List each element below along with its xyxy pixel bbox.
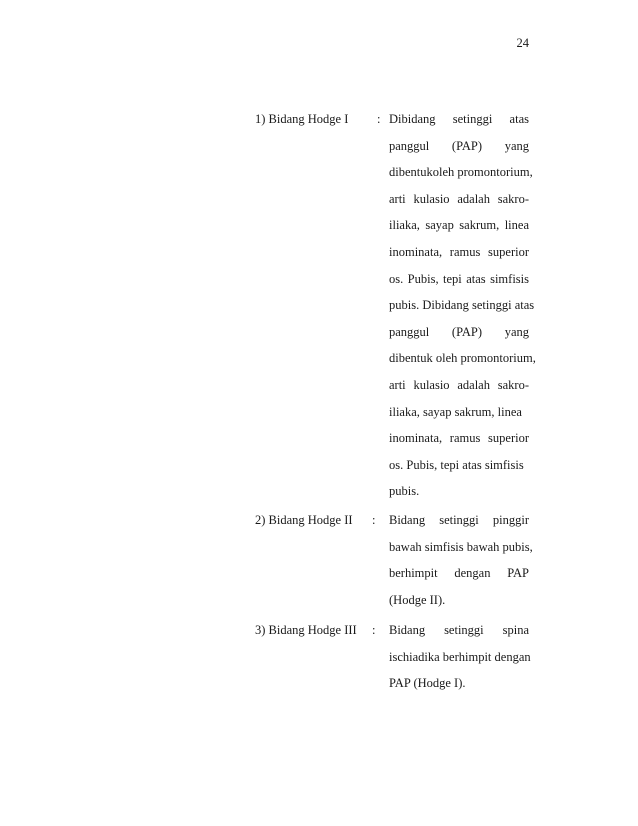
definition-line: os. Pubis, tepi atas simfisis	[389, 271, 529, 286]
term-colon: :	[377, 112, 381, 126]
definition-line: bawah simfisis bawah pubis,	[389, 539, 533, 554]
definition-line: dibentuk oleh promontorium,	[389, 351, 536, 366]
term-label: 1) Bidang Hodge I	[255, 112, 349, 126]
term-colon: :	[372, 513, 376, 527]
definition-line: inominata, ramus superior	[389, 244, 529, 259]
definition-line: panggul (PAP) yang	[389, 138, 529, 153]
term-label: 2) Bidang Hodge II	[255, 513, 353, 527]
page-number: 24	[516, 36, 529, 50]
definition-line: pubis.	[389, 484, 420, 499]
definition-text	[389, 624, 529, 704]
definition-line: iliaka, sayap sakrum, linea	[389, 404, 522, 419]
definition-text	[389, 513, 533, 620]
term-label: 3) Bidang Hodge III	[255, 623, 357, 637]
definition-line: ischiadika berhimpit dengan	[389, 649, 531, 664]
definition-line: panggul (PAP) yang	[389, 324, 529, 339]
definition-line: arti kulasio adalah sakro-	[389, 191, 529, 206]
definition-line: (Hodge II).	[389, 592, 446, 607]
definition-line: iliaka, sayap sakrum, linea	[389, 218, 529, 233]
definition-line: pubis. Dibidang setinggi atas	[389, 298, 535, 313]
definition-line: os. Pubis, tepi atas simfisis	[389, 457, 524, 472]
definition-line: berhimpit dengan PAP	[389, 566, 529, 581]
definition-line: arti kulasio adalah sakro-	[389, 377, 529, 392]
definition-line: dibentukoleh promontorium,	[389, 165, 533, 180]
definition-line: inominata, ramus superior	[389, 431, 529, 446]
definition-line: Bidang setinggi pinggir	[389, 513, 529, 527]
definition-line: PAP (Hodge I).	[389, 676, 466, 691]
definition-line: Dibidang setinggi atas	[389, 112, 529, 126]
definition-text	[389, 112, 536, 512]
definition-line: Bidang setinggi spina	[389, 623, 529, 637]
term-colon: :	[372, 623, 376, 637]
